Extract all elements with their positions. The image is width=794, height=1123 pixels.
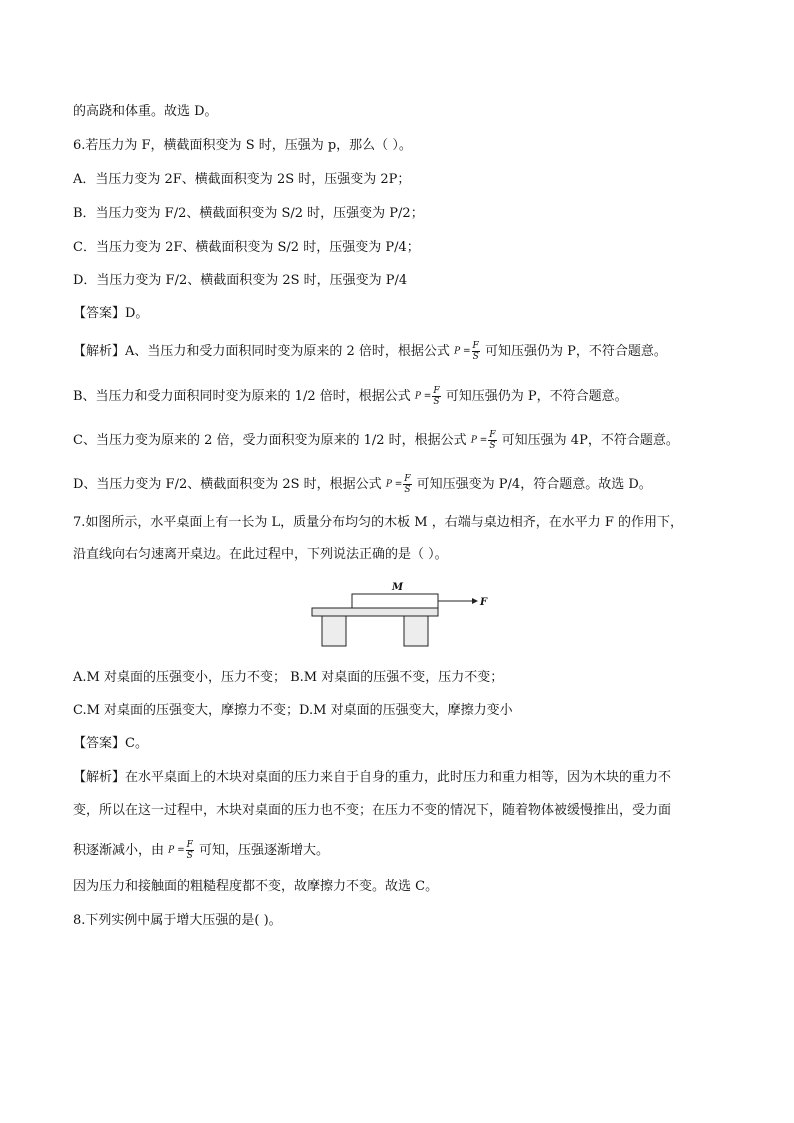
formula-numerator: F: [186, 840, 193, 850]
formula-denominator: S: [186, 851, 193, 861]
explanation-7-line-4: 因为压力和接触面的粗糙程度都不变，故摩擦力不变。故选 C。: [73, 879, 439, 894]
question-8: 8.下列实例中属于增大压强的是( )。: [73, 913, 282, 928]
option-6c: C．当压力变为 2F、横截面积变为 S/2 时，压强变为 P/4；: [73, 240, 420, 255]
answer-6: 【答案】D。: [73, 306, 149, 321]
option-6a: A．当压力变为 2F、横截面积变为 2S 时，压强变为 2P；: [73, 172, 411, 187]
formula-lhs: P =: [385, 479, 403, 490]
text-segment: 可知压强变为 P/4，符合题意。故选 D。: [416, 477, 652, 492]
text-segment: 可知，压强逐渐增大。: [199, 843, 330, 858]
explanation-6-line-4: [73, 474, 652, 495]
table-top: [312, 608, 438, 616]
formula-lhs: P =: [454, 346, 471, 357]
explanation-6-line-3: [73, 430, 679, 451]
explanation-7-line-3: [73, 840, 329, 861]
explanation-7-line-2: 变，所以在这一过程中，木块对桌面的压力也不变；在压力不变的情况下，随着物体被缓慢推出，受力面: [73, 803, 672, 818]
option-6d: D．当压力变为 F/2、横截面积变为 2S 时，压强变为 P/4: [73, 273, 408, 288]
formula-numerator: F: [433, 386, 440, 396]
answer-7: 【答案】C。: [73, 736, 148, 751]
explanation-7-line-1: 【解析】在水平桌面上的木块对桌面的压力来自于自身的重力，此时压力和重力相等，因为木块的重力不: [73, 770, 672, 785]
formula-fraction: [488, 430, 496, 451]
formula-lhs: P =: [414, 391, 432, 402]
options-7cd: C.M 对桌面的压强变大，摩擦力不变；D.M 对桌面的压强变大，摩擦力变小: [73, 703, 513, 718]
text-segment: 可知压强为 4P，不符合题意。: [501, 433, 679, 448]
question-6: 6.若压力为 F，横截面积变为 S 时，压强为 p，那么（ ）。: [73, 138, 412, 153]
text-segment: 【解析】A、当压力和受力面积同时变为原来的 2 倍时，根据公式: [73, 344, 450, 359]
formula-numerator: F: [472, 341, 479, 351]
formula-fraction: [403, 474, 411, 495]
formula-numerator: F: [404, 474, 411, 484]
formula-fraction: [472, 341, 480, 362]
text-segment: C、当压力变为原来的 2 倍，受力面积变为原来的 1/2 时，根据公式: [73, 433, 467, 448]
board-m: [352, 594, 438, 608]
formula-fraction: [186, 840, 194, 861]
formula-numerator: F: [489, 430, 496, 440]
question-7-line-1: 7.如图所示，水平桌面上有一长为 L，质量分布均匀的木板 M ，右端与桌边相齐，在水平力 F 的作用下，: [73, 515, 684, 530]
question-7-line-2: 沿直线向右匀速离开桌边。在此过程中，下列说法正确的是（ ）。: [73, 547, 448, 562]
explanation-6-line-1: [73, 341, 667, 362]
arrow-head: [472, 598, 478, 604]
explanation-6-line-2: [73, 386, 628, 407]
text-segment: D、当压力变为 F/2、横截面积变为 2S 时，根据公式: [73, 477, 382, 492]
options-7ab: A.M 对桌面的压强变小，压力不变； B.M 对桌面的压强不变，压力不变；: [73, 670, 504, 685]
text-segment: 可知压强仍为 P，不符合题意。: [445, 389, 628, 404]
text-line: 的高跷和体重。故选 D。: [73, 104, 218, 119]
formula-denominator: S: [489, 441, 496, 451]
table-leg-left: [322, 616, 346, 646]
option-6b: B．当压力变为 F/2、横截面积变为 S/2 时，压强变为 P/2；: [73, 206, 424, 221]
text-segment: 积逐渐减小，由: [73, 843, 165, 858]
table-leg-right: [404, 616, 428, 646]
text-segment: 可知压强仍为 P，不符合题意。: [484, 344, 667, 359]
formula-denominator: S: [404, 485, 411, 495]
text-segment: B、当压力和受力面积同时变为原来的 1/2 倍时，根据公式: [73, 389, 411, 404]
force-label: F: [480, 597, 488, 608]
formula-denominator: S: [433, 397, 440, 407]
formula-denominator: S: [472, 352, 479, 362]
formula-fraction: [432, 386, 440, 407]
table-board-diagram: [300, 578, 500, 650]
formula-lhs: P =: [470, 435, 488, 446]
formula-lhs: P =: [168, 845, 185, 856]
board-label: M: [392, 582, 404, 593]
